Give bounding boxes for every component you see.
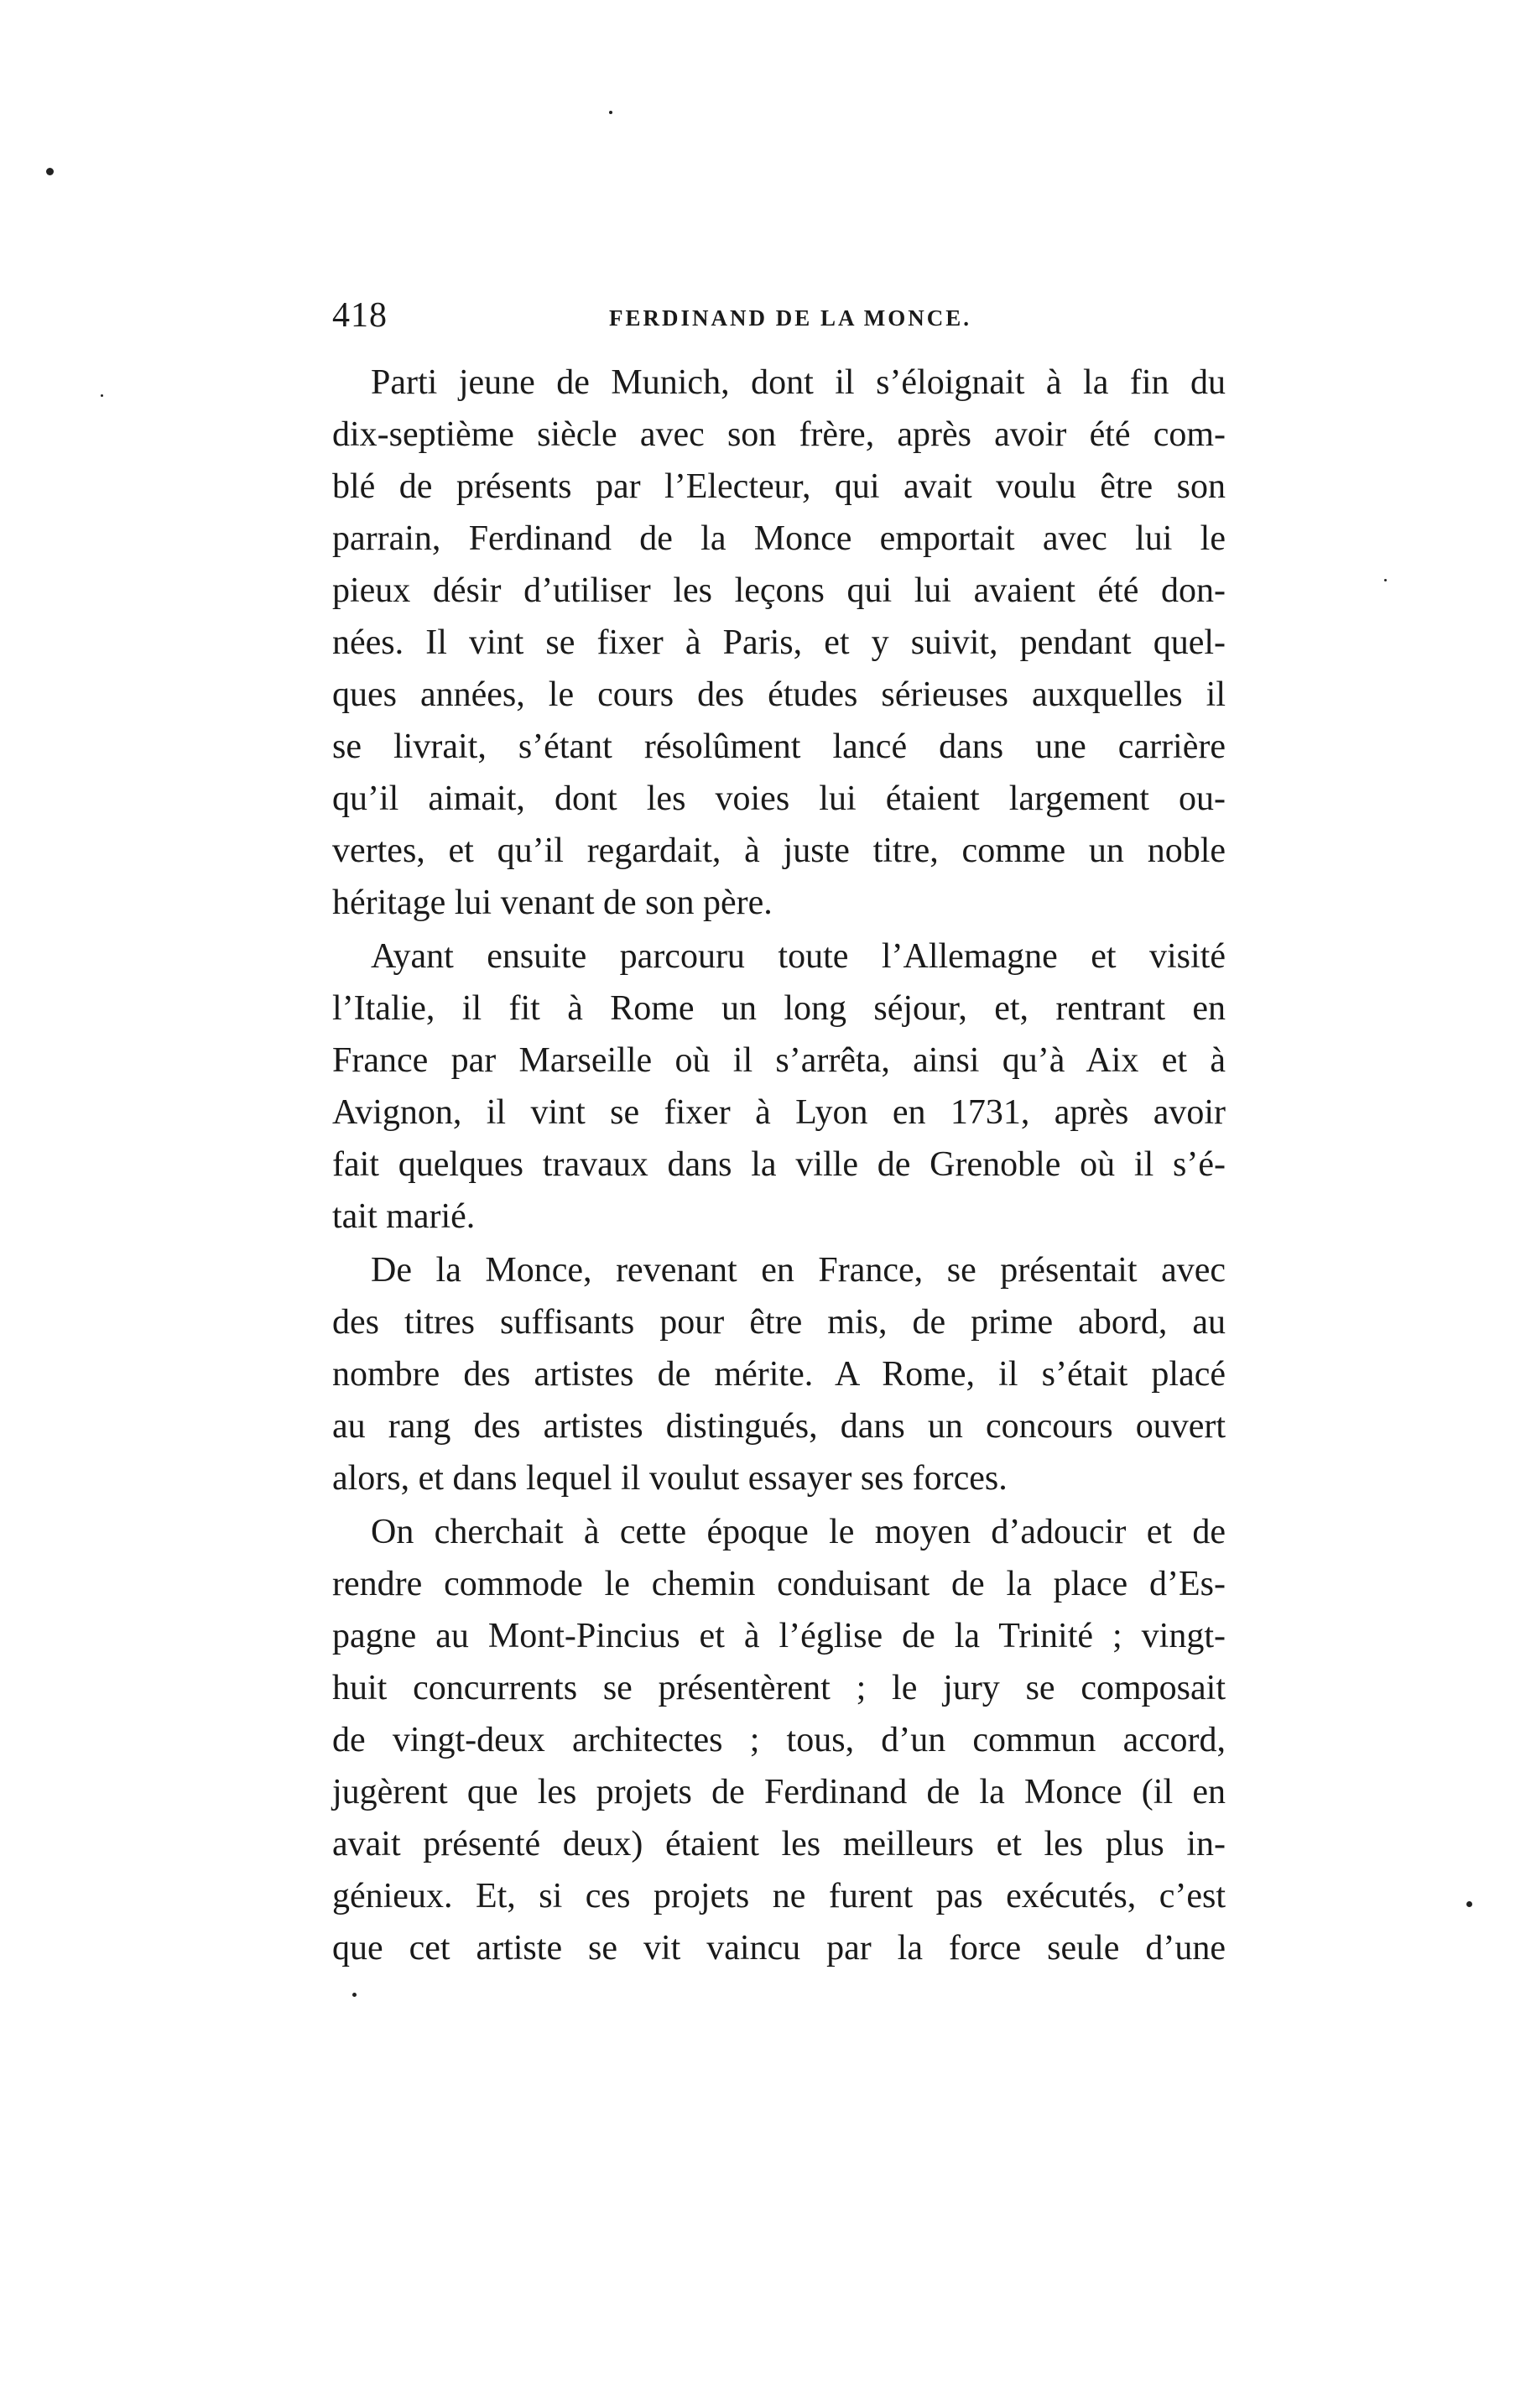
text-line: parrain, Ferdinand de la Monce emportait avec lui le	[332, 519, 1226, 558]
scan-speck	[609, 111, 612, 114]
text-line: tait marié.	[332, 1197, 476, 1236]
page-header	[332, 295, 1226, 346]
scan-speck	[1384, 579, 1387, 581]
scan-speck	[46, 168, 54, 175]
text-line: Avignon, il vint se fixer à Lyon en 1731, après avoir	[332, 1093, 1226, 1132]
text-line: huit concurrents se présentèrent ; le jury se composait	[332, 1669, 1226, 1707]
text-line: jugèrent que les projets de Ferdinand de la Monce (il en	[332, 1773, 1226, 1811]
page-number: 418	[332, 296, 388, 335]
text-line: pieux désir d’utiliser les leçons qui lui avaient été don-	[332, 571, 1226, 610]
text-line: au rang des artistes distingués, dans un concours ouvert	[332, 1407, 1226, 1446]
text-line: nées. Il vint se fixer à Paris, et y suivit, pendant quel-	[332, 623, 1226, 662]
text-line: vertes, et qu’il regardait, à juste titre, comme un noble	[332, 831, 1226, 870]
text-line: que cet artiste se vit vaincu par la force seule d’une	[332, 1929, 1226, 1968]
text-line: On cherchait à cette époque le moyen d’adoucir et de	[371, 1513, 1226, 1551]
scan-speck	[1466, 1901, 1472, 1907]
text-line: nombre des artistes de mérite. A Rome, il s’était placé	[332, 1355, 1226, 1394]
scan-speck	[352, 1993, 357, 1997]
text-line: blé de présents par l’Electeur, qui avait voulu être son	[332, 467, 1226, 506]
running-title: FERDINAND DE LA MONCE.	[609, 305, 972, 331]
text-line: avait présenté deux) étaient les meilleurs et les plus in-	[332, 1825, 1226, 1863]
text-line: de vingt-deux architectes ; tous, d’un commun accord,	[332, 1721, 1226, 1759]
text-line: génieux. Et, si ces projets ne furent pas exécutés, c’est	[332, 1877, 1226, 1915]
text-line: héritage lui venant de son père.	[332, 883, 773, 922]
text-line: alors, et dans lequel il voulut essayer ses forces.	[332, 1459, 1008, 1498]
text-line: De la Monce, revenant en France, se présentait avec	[371, 1251, 1226, 1290]
scan-speck	[101, 394, 103, 397]
body-text	[332, 357, 1226, 1974]
text-line: Ayant ensuite parcouru toute l’Allemagne et visité	[371, 937, 1226, 976]
text-line: qu’il aimait, dont les voies lui étaient largement ou-	[332, 779, 1226, 818]
text-line: se livrait, s’étant résolûment lancé dans une carrière	[332, 727, 1226, 766]
text-line: ques années, le cours des études sérieuses auxquelles il	[332, 675, 1226, 714]
text-line: des titres suffisants pour être mis, de prime abord, au	[332, 1303, 1226, 1342]
text-line: fait quelques travaux dans la ville de Grenoble où il s’é-	[332, 1145, 1226, 1184]
text-line: Parti jeune de Munich, dont il s’éloignait à la fin du	[371, 363, 1226, 402]
text-line: rendre commode le chemin conduisant de la place d’Es-	[332, 1565, 1226, 1603]
text-line: l’Italie, il fit à Rome un long séjour, et, rentrant en	[332, 989, 1226, 1028]
text-line: pagne au Mont-Pincius et à l’église de la Trinité ; vingt-	[332, 1617, 1226, 1655]
text-line: France par Marseille où il s’arrêta, ainsi qu’à Aix et à	[332, 1041, 1226, 1080]
text-line: dix-septième siècle avec son frère, après avoir été com-	[332, 415, 1226, 454]
